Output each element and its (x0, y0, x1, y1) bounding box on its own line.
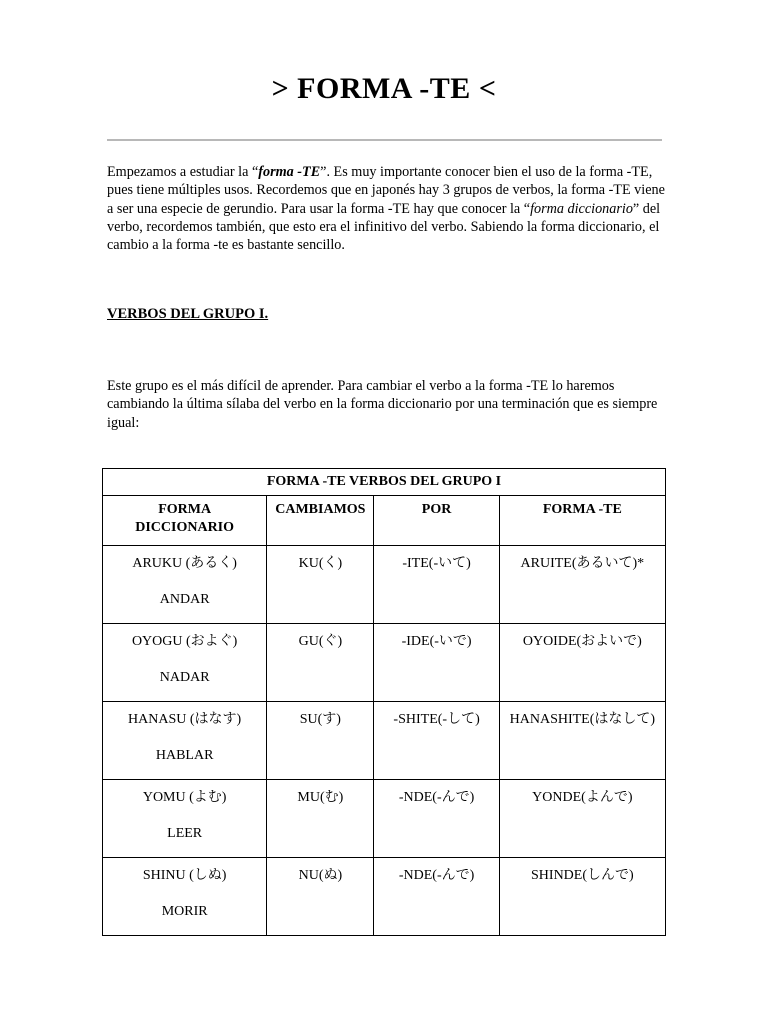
intro-emphasis-forma-te: forma -TE (258, 164, 321, 180)
cell-forma-diccionario (103, 546, 267, 624)
table-row (103, 858, 666, 936)
cell-por (374, 702, 499, 780)
cell-por (374, 546, 499, 624)
header-cambiamos: CAMBIAMOS (267, 496, 374, 546)
section-heading-grupo-1: VERBOS DEL GRUPO I. (107, 306, 269, 322)
cambiamos-value: NU(ぬ) (298, 868, 343, 883)
table-caption-row (103, 469, 666, 496)
intro-text-3: ” del verbo, recordemos también, que esto era el infinitivo del verbo. Sabiendo la forma diccionario, el cambio a la forma -te es bastante sencillo. (107, 200, 661, 254)
por-value: -IDE(-いで) (401, 634, 472, 649)
por-value: -SHITE(-して) (393, 712, 480, 727)
cell-forma-te (499, 702, 665, 780)
table-row (103, 546, 666, 624)
grupo-1-paragraph: Este grupo es el más difícil de aprender. Para cambiar el verbo a la forma -TE lo haremos cambiando la última sílaba del verbo en la forma diccionario por una terminación que es siempre igual: (107, 378, 658, 431)
cell-cambiamos (267, 546, 374, 624)
cambiamos-value: MU(む) (297, 790, 344, 805)
cell-forma-te (499, 858, 665, 936)
por-value: -NDE(-んで) (398, 868, 475, 883)
cell-forma-diccionario (103, 702, 267, 780)
intro-emphasis-forma-diccionario: forma diccionario (530, 200, 633, 217)
cell-por (374, 858, 499, 936)
cell-forma-te (499, 546, 665, 624)
cell-cambiamos (267, 858, 374, 936)
intro-text-1: Empezamos a estudiar la “ (107, 164, 259, 180)
verb-dictionary-form: HANASU (はなす) (128, 712, 242, 727)
te-form-table (102, 468, 666, 936)
verb-meaning: HABLAR (155, 748, 214, 763)
verb-meaning: NADAR (159, 670, 210, 685)
table-row (103, 702, 666, 780)
forma-te-value: HANASHITE(はなして) (509, 712, 656, 727)
cell-forma-te (499, 624, 665, 702)
verb-dictionary-form: YOMU (よむ) (142, 790, 227, 805)
cell-forma-diccionario (103, 624, 267, 702)
verb-meaning: LEER (167, 826, 203, 841)
por-value: -NDE(-んで) (398, 790, 475, 805)
cambiamos-value: SU(す) (299, 712, 341, 727)
cell-forma-diccionario (103, 858, 267, 936)
cell-por (374, 780, 499, 858)
verb-dictionary-form: OYOGU (およぐ) (131, 634, 238, 649)
cell-cambiamos (267, 702, 374, 780)
por-value: -ITE(-いて) (402, 556, 471, 571)
cell-cambiamos (267, 624, 374, 702)
intro-text-2: ”. Es muy importante conocer bien el uso de la forma -TE, pues tiene múltiples usos. Recordemos que en japonés hay 3 grupos de verbos, la forma -TE viene a ser una especie de gerundio. Para usar la forma -TE hay que conocer la “ (107, 164, 665, 217)
table-header-row (103, 496, 666, 546)
forma-te-value: SHINDE(しんで) (531, 868, 634, 883)
verb-meaning: MORIR (161, 904, 208, 919)
cell-forma-diccionario (103, 780, 267, 858)
title-divider (107, 139, 662, 141)
cell-forma-te (499, 780, 665, 858)
table-row (103, 624, 666, 702)
cambiamos-value: GU(ぐ) (298, 634, 343, 649)
table-caption: FORMA -TE VERBOS DEL GRUPO I (103, 469, 666, 496)
cambiamos-value: KU(く) (298, 556, 343, 571)
header-dic-line2: DICCIONARIO (135, 520, 235, 535)
cell-cambiamos (267, 780, 374, 858)
header-por: POR (374, 496, 499, 546)
header-dic-line1: FORMA (158, 502, 212, 517)
verb-dictionary-form: ARUKU (あるく) (132, 556, 237, 571)
header-forma-te: FORMA -TE (499, 496, 665, 546)
forma-te-value: YONDE(よんで) (532, 790, 633, 805)
header-forma-diccionario (103, 496, 267, 546)
forma-te-value: OYOIDE(およいで) (522, 634, 642, 649)
page-title: > FORMA -TE < (271, 72, 497, 105)
verb-dictionary-form: SHINU (しぬ) (142, 868, 227, 883)
intro-paragraph (107, 163, 667, 254)
verb-meaning: ANDAR (159, 592, 210, 607)
cell-por (374, 624, 499, 702)
forma-te-value: ARUITE(あるいて)* (520, 556, 645, 571)
table-row (103, 780, 666, 858)
